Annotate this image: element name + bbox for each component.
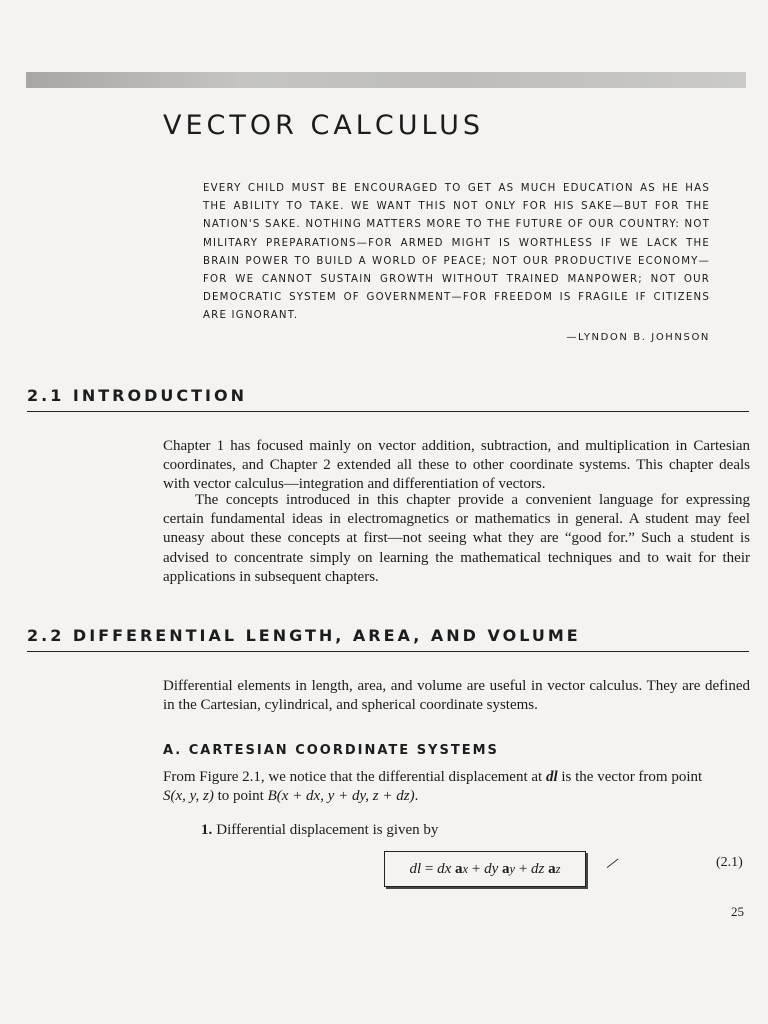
dl-symbol: dl — [545, 769, 558, 785]
list-item-number: 1. — [201, 822, 213, 838]
section-heading-differential: 2.2 DIFFERENTIAL LENGTH, AREA, AND VOLUME — [27, 626, 581, 645]
equation-box: dl = dx a x + dy a y + dz a z — [384, 851, 586, 887]
epigraph-quote: EVERY CHILD MUST BE ENCOURAGED TO GET AS MUCH EDUCATION AS HE HAS THE ABILITY TO TAKE. WE WANT THIS NOT ONLY FOR HIS SAKE—BUT FOR THE NATION'S SAKE. NOTHING MATTERS MORE TO THE FUTURE OF OUR COUNTRY: NOT MILITARY PREPARATIONS—FOR ARMED MIGHT IS WORTHLESS IF WE LACK THE BRAIN POWER TO BUILD A WORLD OF PEACE; NOT OUR PRODUCTIVE ECONOMY—FOR WE CANNOT SUSTAIN GROWTH WITHOUT TRAINED MANPOWER; NOT OUR DEMOCRATIC SYSTEM OF GOVERNMENT—FOR FREEDOM IS FRAGILE IF CITIZENS ARE IGNORANT. — [203, 183, 710, 322]
page-number: 25 — [731, 904, 744, 919]
section-rule — [27, 411, 749, 412]
subheading-cartesian: A. CARTESIAN COORDINATE SYSTEMS — [163, 743, 499, 758]
unit-vector-ax: a — [455, 860, 463, 877]
pen-tick-mark — [607, 859, 624, 875]
differential-paragraph: Differential elements in length, area, and volume are useful in vector calculus. They are defined in the Cartesian, cylindrical, and spherical coordinate systems. — [163, 678, 750, 714]
section-heading-introduction: 2.1 INTRODUCTION — [27, 386, 247, 405]
unit-vector-az: a — [548, 860, 556, 877]
intro-paragraph-1: Chapter 1 has focused mainly on vector addition, subtraction, and multiplication in Cartesian coordinates, and Chapter 2 extended all these to other coordinate systems. This chapter deals with vector calculus—integration and differentiation of vectors. — [163, 438, 750, 493]
intro-paragraph-2: The concepts introduced in this chapter provide a convenient language for expressing certain fundamental ideas in electromagnetics or mathematics in general. A student may feel uneasy about these concepts at first—not seeing what they are “good for.” Such a student is advised to concentrate simply on learning the mathematical techniques and to wait for their applications in subsequent chapters. — [163, 492, 750, 585]
figure-reference-paragraph: From Figure 2.1, we notice that the differential displacement at dl is the vector from point S(x, y, z) to point B(x + dx, y + dy, z + dz). — [163, 769, 703, 805]
chapter-title: VECTOR CALCULUS — [163, 110, 485, 141]
point-s: S(x, y, z) — [163, 788, 214, 805]
list-item-differential-displacement — [201, 822, 438, 839]
equation-dl: dl — [409, 860, 422, 877]
equation-number: (2.1) — [716, 855, 743, 870]
page-top-band — [26, 72, 746, 88]
unit-vector-ay: a — [502, 860, 510, 877]
section-rule — [27, 651, 749, 652]
point-b: B(x + dx, y + dy, z + dz) — [267, 788, 415, 805]
epigraph-attribution: —LYNDON B. JOHNSON — [566, 332, 710, 343]
list-item-text: Differential displacement is given by — [216, 822, 439, 838]
